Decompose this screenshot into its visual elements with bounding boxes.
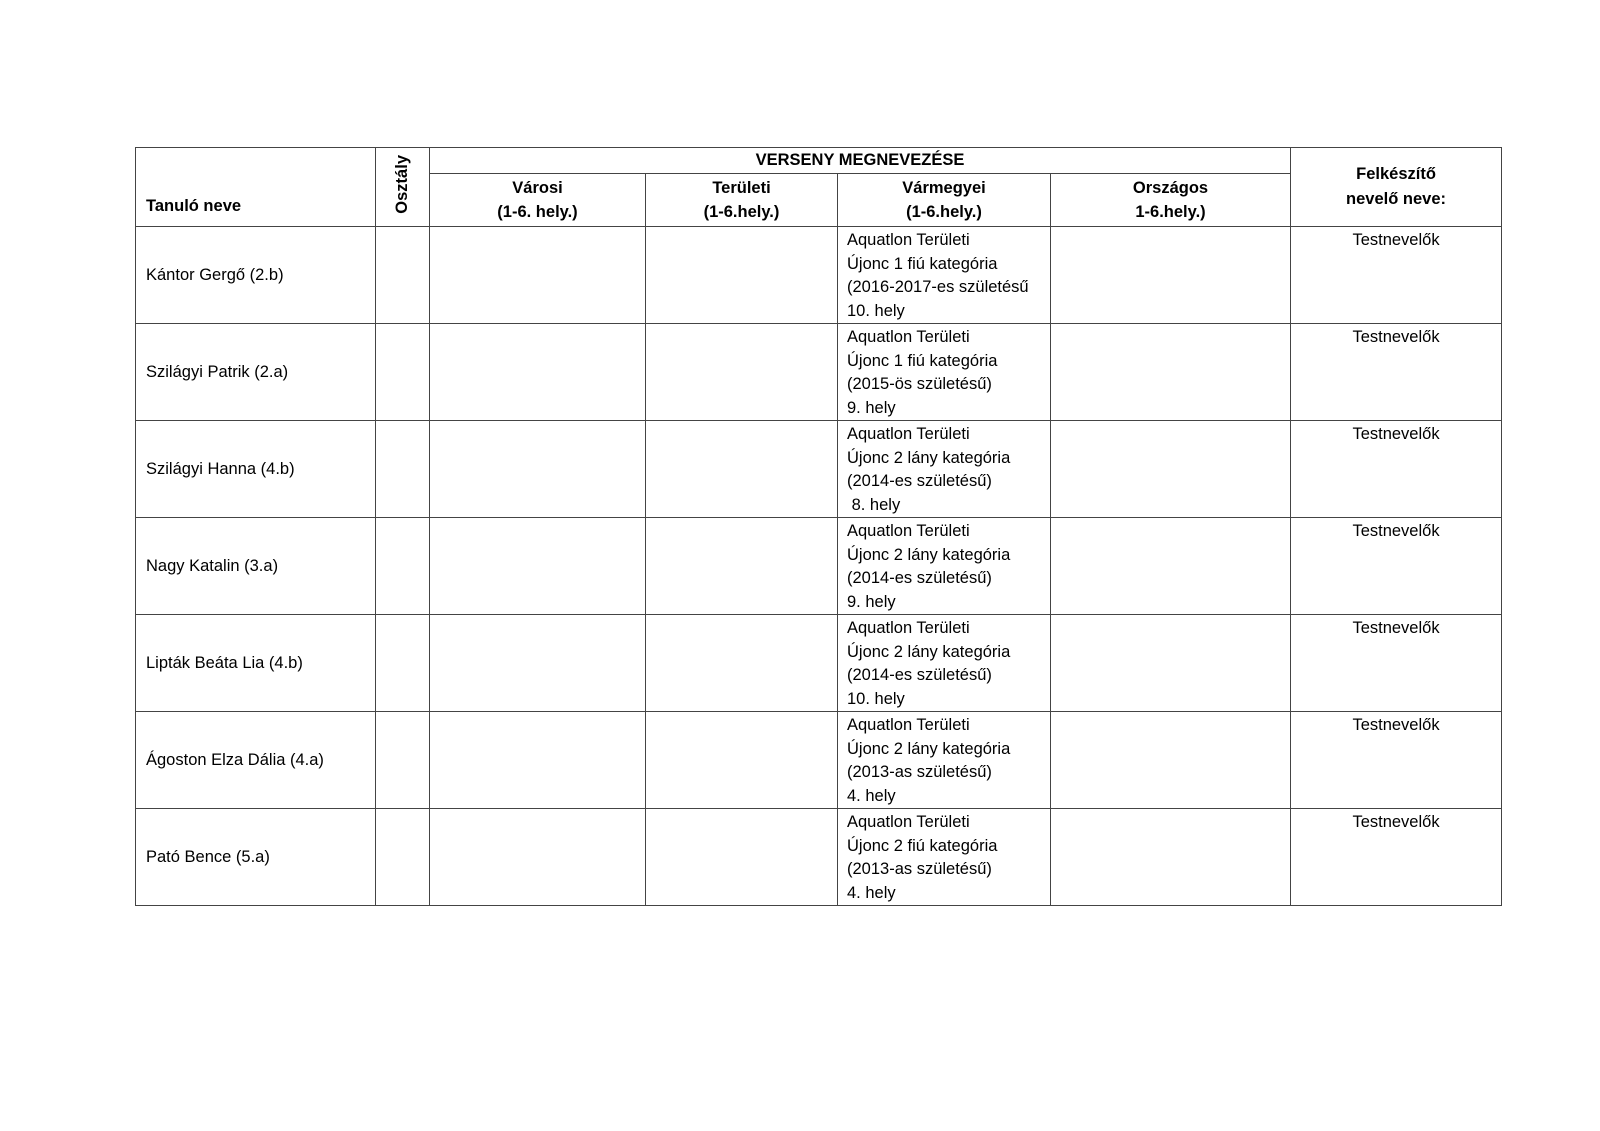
result-line: Újonc 2 lány kategória: [847, 739, 1011, 758]
varosi-cell: [430, 518, 646, 615]
result-line: Újonc 1 fiú kategória: [847, 351, 998, 370]
varosi-cell: [430, 324, 646, 421]
varmegyei-cell: [838, 518, 1051, 615]
result-line: Aquatlon Területi: [847, 813, 970, 831]
header-class-label: Osztály: [393, 155, 411, 214]
result-line: Újonc 2 lány kategória: [847, 448, 1011, 467]
student-name-cell: Kántor Gergő (2.b): [136, 227, 376, 324]
table-row: [136, 421, 1502, 518]
student-name-cell: Pató Bence (5.a): [136, 809, 376, 906]
result-line: (2013-as születésű): [847, 860, 992, 878]
table-row: [136, 615, 1502, 712]
result-line: 10. hely: [847, 301, 905, 320]
result-line: 8. hely: [847, 495, 901, 514]
coach-cell: Testnevelők: [1291, 712, 1502, 809]
varosi-cell: [430, 712, 646, 809]
varosi-cell: [430, 421, 646, 518]
header-coach: [1291, 148, 1502, 227]
varmegyei-cell: [838, 324, 1051, 421]
result-line: (2014-es születésű): [847, 472, 992, 490]
class-cell: [376, 421, 430, 518]
orszagos-cell: [1051, 518, 1291, 615]
varmegyei-cell: [838, 809, 1051, 906]
coach-cell: Testnevelők: [1291, 227, 1502, 324]
header-class: [376, 148, 430, 227]
teruleti-cell: [646, 615, 838, 712]
varmegyei-cell: [838, 615, 1051, 712]
teruleti-cell: [646, 421, 838, 518]
header-coach-line1: Felkészítő: [1356, 165, 1436, 183]
orszagos-cell: [1051, 421, 1291, 518]
header-level-range: (1-6.hely.): [703, 203, 780, 221]
header-level-range: (1-6.hely.): [906, 203, 982, 221]
class-cell: [376, 324, 430, 421]
header-level-orszagos: [1051, 174, 1291, 227]
class-cell: [376, 227, 430, 324]
result-line: (2016-2017-es születésű: [847, 278, 1029, 296]
coach-cell: Testnevelők: [1291, 809, 1502, 906]
result-line: Aquatlon Területi: [847, 716, 970, 734]
class-cell: [376, 518, 430, 615]
student-name-cell: Ágoston Elza Dália (4.a): [136, 712, 376, 809]
varosi-cell: [430, 615, 646, 712]
orszagos-cell: [1051, 712, 1291, 809]
coach-cell: Testnevelők: [1291, 324, 1502, 421]
result-line: Aquatlon Területi: [847, 328, 970, 346]
header-level-teruleti: [646, 174, 838, 227]
varmegyei-cell: [838, 227, 1051, 324]
coach-cell: Testnevelők: [1291, 518, 1502, 615]
student-name-cell: Szilágyi Patrik (2.a): [136, 324, 376, 421]
result-line: Aquatlon Területi: [847, 522, 970, 540]
teruleti-cell: [646, 809, 838, 906]
coach-cell: Testnevelők: [1291, 615, 1502, 712]
orszagos-cell: [1051, 809, 1291, 906]
class-cell: [376, 809, 430, 906]
table-row: [136, 809, 1502, 906]
coach-cell: Testnevelők: [1291, 421, 1502, 518]
header-student-name: Tanuló neve: [136, 148, 376, 227]
varosi-cell: [430, 227, 646, 324]
result-line: (2014-es születésű): [847, 666, 992, 684]
orszagos-cell: [1051, 227, 1291, 324]
result-line: Aquatlon Területi: [847, 425, 970, 443]
result-line: (2015-ös születésű): [847, 375, 992, 393]
result-line: Újonc 2 fiú kategória: [847, 836, 998, 855]
table-row: [136, 227, 1502, 324]
result-line: 10. hely: [847, 689, 905, 708]
result-line: Aquatlon Területi: [847, 619, 970, 637]
varmegyei-cell: [838, 421, 1051, 518]
result-line: 4. hely: [847, 883, 896, 902]
result-line: (2014-es születésű): [847, 569, 992, 587]
result-line: Újonc 2 lány kategória: [847, 642, 1011, 661]
result-line: 4. hely: [847, 786, 896, 805]
header-level-label: Városi: [512, 179, 563, 197]
result-line: (2013-as születésű): [847, 763, 992, 781]
student-name-cell: Nagy Katalin (3.a): [136, 518, 376, 615]
teruleti-cell: [646, 324, 838, 421]
results-sheet: [135, 147, 1501, 906]
header-level-varosi: [430, 174, 646, 227]
table-row: [136, 712, 1502, 809]
class-cell: [376, 615, 430, 712]
class-cell: [376, 712, 430, 809]
result-line: 9. hely: [847, 398, 896, 417]
result-line: Aquatlon Területi: [847, 231, 970, 249]
result-line: 9. hely: [847, 592, 896, 611]
header-level-label: Területi: [712, 179, 771, 197]
orszagos-cell: [1051, 615, 1291, 712]
header-level-label: Vármegyei: [902, 179, 986, 197]
teruleti-cell: [646, 712, 838, 809]
result-line: Újonc 2 lány kategória: [847, 545, 1011, 564]
competition-results-table: [135, 147, 1502, 906]
table-row: [136, 324, 1502, 421]
header-competition-title: VERSENY MEGNEVEZÉSE: [430, 148, 1291, 174]
header-level-range: (1-6. hely.): [497, 203, 578, 221]
table-body: [136, 227, 1502, 906]
varosi-cell: [430, 809, 646, 906]
header-level-varmegyei: [838, 174, 1051, 227]
table-row: [136, 518, 1502, 615]
teruleti-cell: [646, 227, 838, 324]
header-level-range: 1-6.hely.): [1135, 203, 1206, 221]
orszagos-cell: [1051, 324, 1291, 421]
student-name-cell: Szilágyi Hanna (4.b): [136, 421, 376, 518]
student-name-cell: Lipták Beáta Lia (4.b): [136, 615, 376, 712]
header-coach-line2: nevelő neve:: [1346, 190, 1446, 208]
header-level-label: Országos: [1132, 179, 1209, 197]
varmegyei-cell: [838, 712, 1051, 809]
result-line: Újonc 1 fiú kategória: [847, 254, 998, 273]
teruleti-cell: [646, 518, 838, 615]
table-header: [136, 148, 1502, 227]
